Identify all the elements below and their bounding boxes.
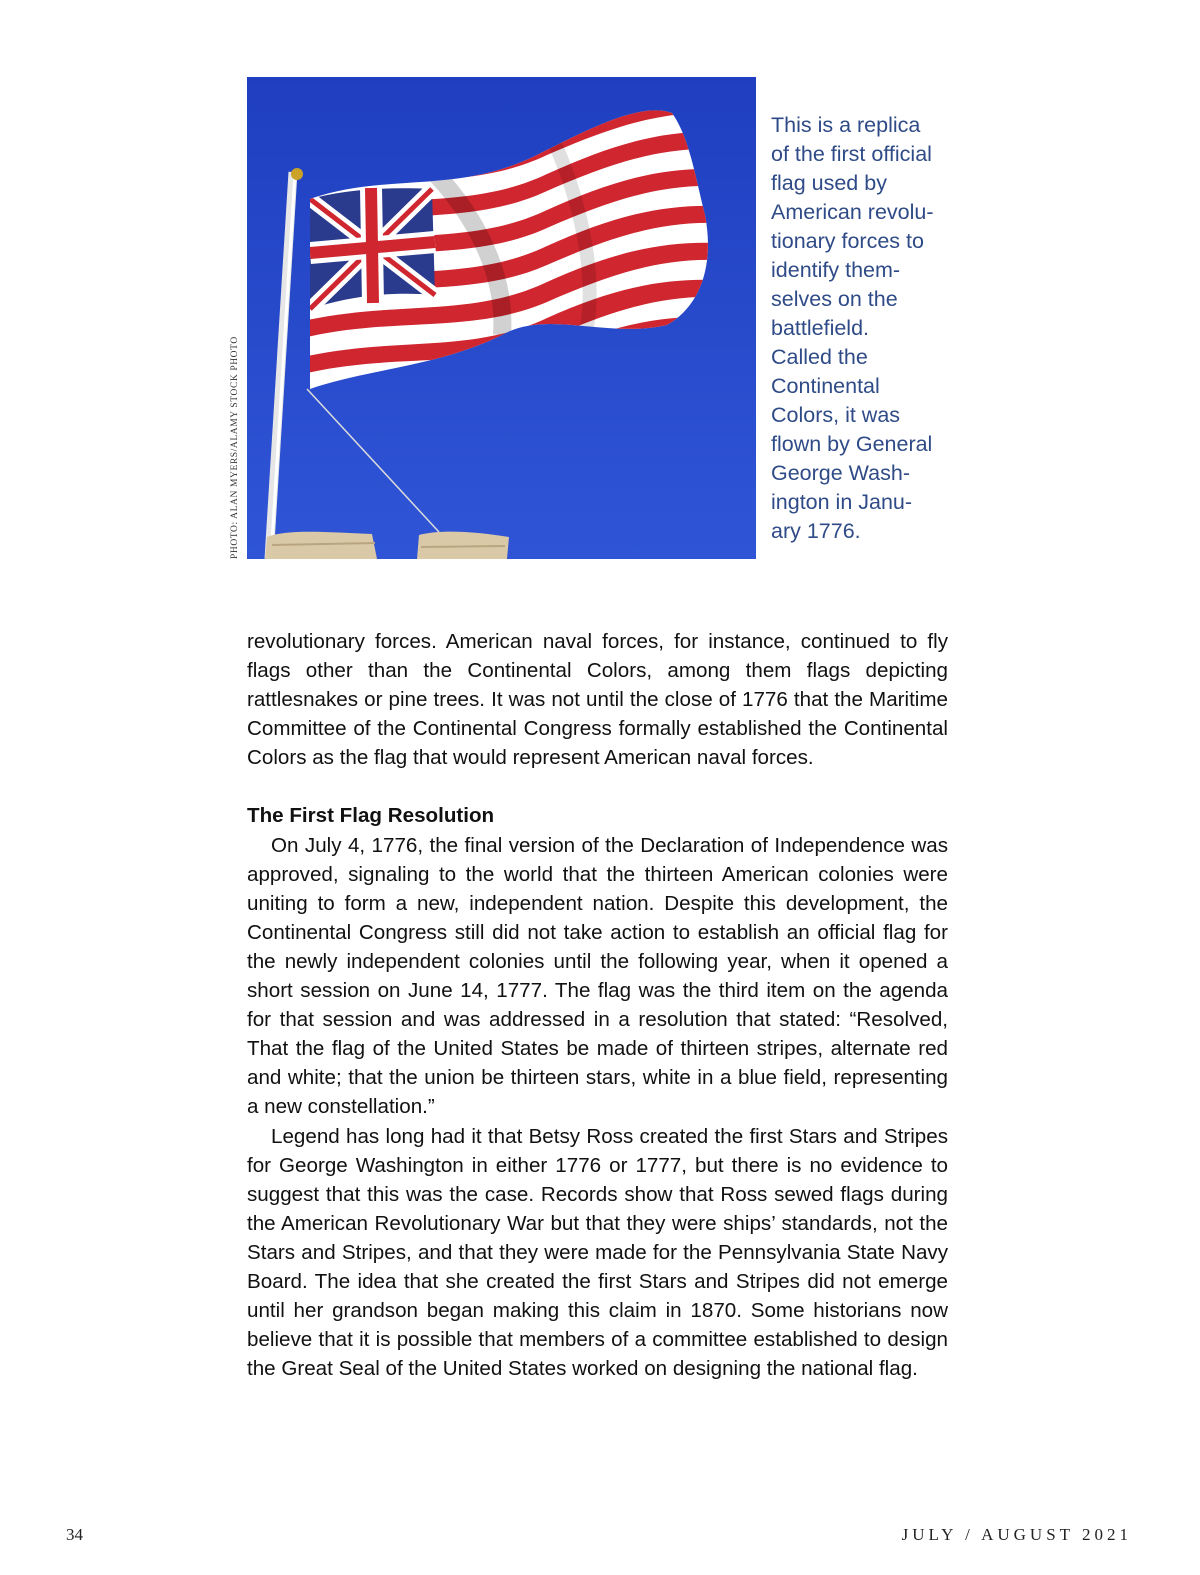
caption-line: battlefield.: [771, 316, 870, 340]
photo-credit: PHOTO: ALAN MYERS/ALAMY STOCK PHOTO: [230, 336, 240, 559]
caption-line: flag used by: [771, 171, 887, 195]
caption-line: of the first official: [771, 142, 932, 166]
photo-caption: [771, 111, 961, 546]
flagpole-finial: [291, 168, 303, 180]
section-heading: The First Flag Resolution: [247, 804, 495, 828]
caption-line: Colors, it was: [771, 403, 901, 427]
caption-line: ary 1776.: [771, 519, 861, 543]
caption-line: identify them-: [771, 258, 901, 282]
page-number: 34: [66, 1525, 83, 1544]
caption-line: ington in Janu-: [771, 490, 913, 514]
union-jack-canton: [310, 188, 435, 309]
caption-line: This is a replica: [771, 113, 921, 137]
caption-line: tionary forces to: [771, 229, 924, 253]
paragraph-flag-resolution: On July 4, 1776, the final version of the Declaration of Independence was approved, signaling to the world that the thirteen American colonies were uniting to form a new, independent nation. Despite this development, the Continental Congress still did not take action to establish an official flag for the newly independent colonies until the following year, when it opened a short session on June 14, 1777. The flag was the third item on the agenda for that session and was addressed in a resolution that stated: “Resolved, That the flag of the United States be made of thirteen stripes, alternate red and white; that the union be thirteen stars, white in a blue field, representing a new constellation.”: [247, 833, 948, 1119]
continental-colors-flag-image: [247, 77, 756, 559]
caption-line: George Wash-: [771, 461, 911, 485]
caption-line: American revolu-: [771, 200, 934, 224]
issue-date: JULY / AUGUST 2021: [901, 1525, 1132, 1544]
continued-paragraph: revolutionary forces. American naval forces, for instance, continued to fly flags other than the Continental Colors, among them flags depicting rattlesnakes or pine trees. It was not until the close of 1776 that the Maritime Committee of the Continental Congress formally established the Continental Colors as the flag that would represent American naval forces.: [247, 630, 948, 770]
article-body: [247, 627, 948, 1383]
paragraph-betsy-ross: Legend has long had it that Betsy Ross created the first Stars and Stripes for George Washington in either 1776 or 1777, but there is no evidence to suggest that this was the case. Records show that Ross sewed flags during the American Revolutionary War but that they were ships’ standards, not the Stars and Stripes, and that they were made for the Pennsylvania State Navy Board. The idea that she created the first Stars and Stripes did not emerge until her grandson began making this claim in 1870. Some historians now believe that it is possible that members of a committee established to design the Great Seal of the United States worked on designing the national flag.: [247, 1124, 948, 1381]
caption-line: Continental: [771, 374, 880, 398]
caption-line: selves on the: [771, 287, 898, 311]
caption-line: flown by General: [771, 432, 933, 456]
flag-photo: [247, 77, 756, 559]
caption-line: Called the: [771, 345, 868, 369]
